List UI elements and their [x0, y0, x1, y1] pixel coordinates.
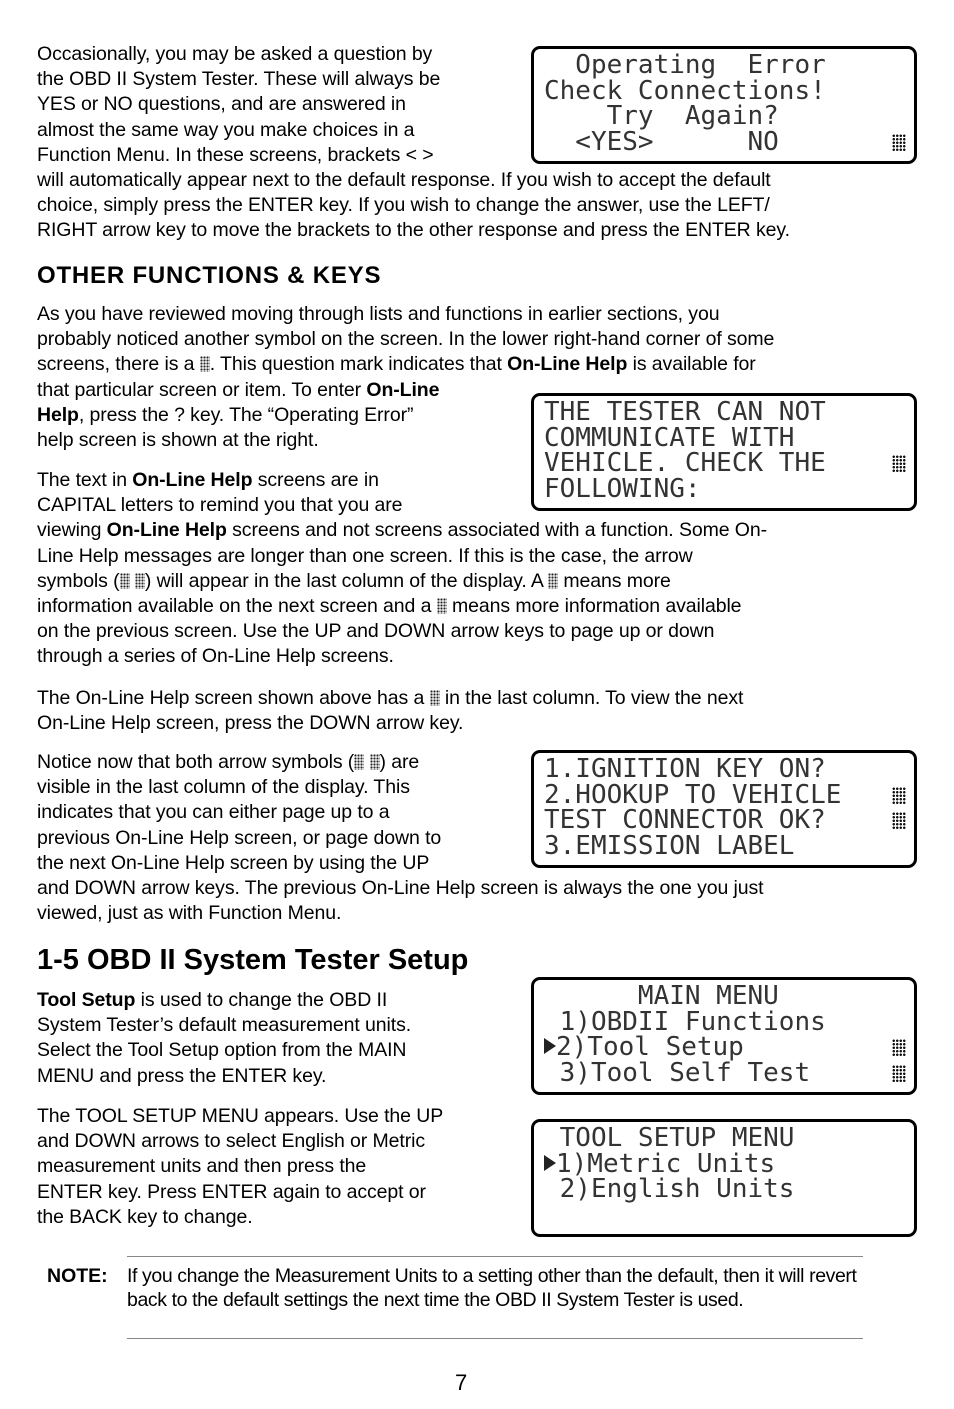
selection-cursor-icon	[544, 1155, 556, 1171]
text-line: RIGHT arrow key to move the brackets to the other response and press the ENTER key.	[37, 219, 790, 242]
lcd-line: COMMUNICATE WITH	[544, 422, 795, 453]
selection-cursor-icon	[544, 1038, 556, 1054]
lcd-line: 3.EMISSION LABEL	[544, 830, 795, 861]
lcd-line: Operating Error	[544, 50, 826, 80]
lcd-help-list	[531, 750, 917, 868]
paragraph-setup-1: Tool Setup is used to change the OBD II System Tester’s default measurement units. Select the Tool Setup option from the MAIN MENU and press the ENTER key.	[37, 989, 412, 1087]
text-line: YES or NO questions, and are answered in	[37, 93, 406, 116]
lcd-line: THE TESTER CAN NOT	[544, 397, 826, 427]
lcd-line: TOOL SETUP MENU	[544, 1123, 795, 1153]
arrow-down-icon	[430, 690, 440, 706]
lcd-line: MAIN MENU	[544, 981, 779, 1011]
text-line: Function Menu. In these screens, brackets < >	[37, 143, 434, 166]
lcd-line: Check Connections!	[544, 75, 826, 106]
paragraph-other-3: The On-Line Help screen shown above has a in the last column. To view the next On-Line Help screen, press the DOWN arrow key.	[37, 687, 744, 735]
lcd-line: TEST CONNECTOR OK?	[544, 805, 826, 835]
lcd-main-menu	[531, 977, 917, 1095]
section-heading-other-functions: OTHER FUNCTIONS & KEYS	[37, 262, 382, 289]
note-label: NOTE:	[47, 1265, 108, 1287]
paragraph-setup-2: The TOOL SETUP MENU appears. Use the UP and DOWN arrows to select English or Metric measurement units and then press the ENTER key. Press ENTER again to accept or the BACK key to change.	[37, 1105, 444, 1228]
text-line: will automatically appear next to the default response. If you wish to accept the default	[37, 169, 771, 192]
paragraph-other-2: The text in On-Line Help screens are in CAPITAL letters to remind you that you are viewing On-Line Help screens and not screens associated with a function. Some On- Line Help messages are longer than one screen. If this is the case, the arrow symbols ( ) will appear in the last column of the display. A means more information available on the next screen and a means more information available on the previous screen. Use the UP and DOWN arrow keys to page up or down through a series of On-Line Help screens.	[37, 469, 768, 668]
note-rule-top	[127, 1256, 863, 1257]
lcd-line: 2)Tool Setup	[556, 1032, 744, 1062]
help-question-icon	[200, 356, 210, 372]
paragraph-other-1: As you have reviewed moving through lists and functions in earlier sections, you probably noticed another symbol on the screen. In the lower right-hand corner of some screens, there is a . This question mark indicates that On-Line Help is available for that particular screen or item. To enter On-Line Help, press the ? key. The “Operating Error” help screen is shown at the right.	[37, 303, 775, 452]
lcd-line: 2)English Units	[544, 1174, 795, 1204]
arrow-down-icon	[892, 812, 906, 830]
lcd-line: Try Again?	[544, 101, 779, 131]
lcd-line: 1.IGNITION KEY ON?	[544, 754, 826, 784]
lcd-line	[544, 1203, 914, 1229]
lcd-line: 1)OBDII Functions	[544, 1006, 826, 1037]
arrow-down-icon	[892, 1039, 906, 1057]
lcd-line: 3)Tool Self Test	[544, 1057, 811, 1088]
page-number: 7	[455, 1370, 468, 1395]
arrow-up-icon	[437, 598, 447, 614]
note-rule-bottom	[127, 1338, 863, 1339]
arrow-down-icon	[548, 573, 558, 589]
arrow-down-icon	[370, 754, 380, 770]
note-text: If you change the Measurement Units to a setting other than the default, then it will revert back to the default settings the next time the OBD II System Tester is used.	[127, 1265, 857, 1311]
lcd-line: <YES> NO	[544, 126, 779, 157]
section-heading-setup: 1-5 OBD II System Tester Setup	[37, 944, 469, 976]
text-line: the OBD II System Tester. These will always be	[37, 68, 441, 91]
lcd-line: 1)Metric Units	[556, 1148, 776, 1179]
arrow-down-icon	[892, 455, 906, 473]
help-question-icon	[892, 134, 906, 152]
lcd-tool-setup	[531, 1119, 917, 1237]
arrow-up-icon	[120, 573, 130, 589]
lcd-line: 2.HOOKUP TO VEHICLE	[544, 779, 842, 810]
arrow-down-icon	[135, 573, 145, 589]
arrow-up-icon	[354, 754, 364, 770]
text-line: Occasionally, you may be asked a question by	[37, 43, 433, 65]
text-line: almost the same way you make choices in a	[37, 118, 415, 141]
arrow-up-icon	[892, 787, 906, 805]
lcd-line: VEHICLE. CHECK THE	[544, 448, 826, 478]
paragraph-other-4: Notice now that both arrow symbols ( ) are visible in the last column of the display. This indicates that you can either page up to a previous On-Line Help screen, or page down to the next On-Line Help screen by using the UP and DOWN arrow keys. The previous On-Line Help screen is always the one you just viewed, just as with Function Menu.	[37, 751, 764, 925]
lcd-help	[531, 393, 917, 511]
lcd-line: FOLLOWING:	[544, 473, 701, 504]
help-question-icon	[892, 1065, 906, 1083]
text-line: choice, simply press the ENTER key. If you wish to change the answer, use the LEFT/	[37, 194, 770, 217]
lcd-operating-error	[531, 46, 917, 164]
